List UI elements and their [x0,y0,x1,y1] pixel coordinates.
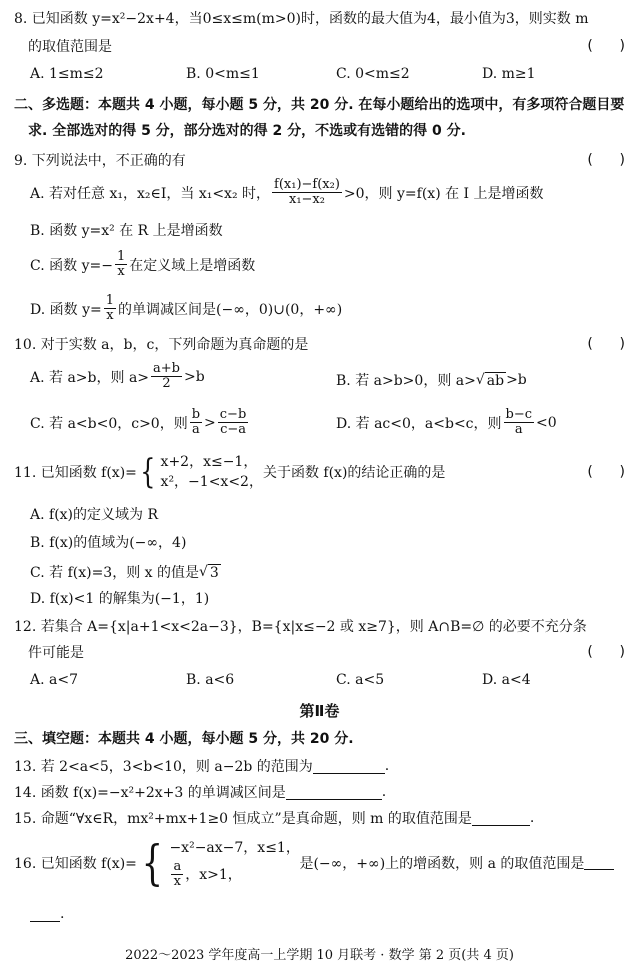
q10-a-numerator: a+b [153,361,180,376]
q10-c-numerator-2: c−b [219,407,247,422]
q11-case-2: x²，−1<x<2， [160,474,263,490]
section2-heading-line1: 二、多选题：本题共 4 小题，每小题 5 分，共 20 分. 在每小题给出的选项中，有多项符合题目要 [14,97,625,113]
page-footer: 2022～2023 学年度高一上学期 10 月联考 · 数学 第 2 页(共 4 页) [125,948,514,963]
q9-a-fraction [272,178,342,207]
q11-piecewise-cases [161,452,263,492]
q9-c-fraction [115,250,127,279]
q9-d-denominator: x [104,308,116,323]
q8-option-a: A. 1≤m≤2 [30,66,104,82]
q9-answer-bracket: ( ) [587,152,625,168]
sqrt-icon: √ [199,564,208,580]
q9-c-numerator: 1 [116,249,126,264]
q10-a-prefix: A. 若 a>b，则 a> [30,369,150,386]
section3-heading: 三、填空题：本题共 4 小题，每小题 5 分，共 20 分. [14,731,354,747]
q16-case2-condition: ，x>1， [185,866,242,883]
q9-d-suffix: 的单调减区间是(−∞，0)∪(0，+∞) [118,301,343,318]
q10-d-denominator: a [504,422,535,437]
q9-d-prefix: D. 函数 y= [30,301,102,318]
q15-text: 15. 命题“∀x∈R，mx²+mx+1≥0 恒成立”是真命题，则 m 的取值范围是 [14,811,472,827]
q10-d-suffix: <0 [536,414,557,431]
q12-option-a: A. a<7 [30,672,78,688]
q12-stem-line1: 12. 若集合 A={x|a+1<x<2a−3}，B={x|x≤−2 或 x≥7}，则 A∩B=∅ 的必要不充分条 [14,619,587,635]
q9-a-suffix: >0，则 y=f(x) 在 I 上是增函数 [343,185,544,202]
q16-case2-denominator: x [171,874,183,889]
q11-option-d: D. f(x)<1 的解集为(−1，1) [30,591,210,607]
q12-stem-line2: 件可能是 [28,645,84,661]
q16-period: . [60,906,65,922]
q9-a-denominator: x₁−x₂ [272,192,342,207]
q10-option-d [336,408,557,437]
q16-suffix: 是(−∞，+∞)上的增函数，则 a 的取值范围是 [299,855,585,872]
q10-b-prefix: B. 若 a>b>0，则 a> [336,373,476,389]
q16-answer-blank-line2[interactable] [30,907,60,922]
q11-option-c [30,562,221,582]
q9-c-suffix: 在定义域上是增函数 [129,257,256,274]
q11-case-1: x+2，x≤−1， [160,454,258,470]
q9-d-numerator: 1 [105,293,114,308]
part2-title: 第Ⅱ卷 [299,702,340,720]
q16-prefix: 16. 已知函数 f(x)= [14,855,137,872]
q16-case-2 [169,860,299,889]
q9-option-d [30,294,342,323]
q10-option-b [336,370,527,390]
q10-b-suffix: >b [506,372,527,388]
q9-option-a [30,178,544,207]
q13-text: 13. 若 2<a<5，3<b<10，则 a−2b 的范围为 [14,759,313,775]
q15 [14,808,534,828]
q10-c-fraction-1 [190,408,202,437]
sqrt-icon: √ [475,372,485,388]
q12-option-c: C. a<5 [336,672,385,688]
q8-option-d: D. m≥1 [482,66,536,82]
q11-c-prefix: C. 若 f(x)=3，则 x 的值是 [30,565,199,581]
section2-heading-line2: 求. 全部选对的得 5 分，部分选对的得 2 分，不选或有选错的得 0 分. [28,123,466,139]
q14 [14,782,386,802]
q10-answer-bracket: ( ) [587,336,625,352]
q11-stem [14,452,445,492]
q10-a-suffix: >b [184,368,205,385]
q14-text: 14. 函数 f(x)=−x²+2x+3 的单调减区间是 [14,785,286,801]
q11-option-b: B. f(x)的值域为(−∞，4) [30,535,187,551]
q12-option-b: B. a<6 [186,672,235,688]
q8-stem-line2: 的取值范围是 [28,39,112,55]
q11-option-a: A. f(x)的定义域为 R [30,507,159,523]
q16-case-1: −x²−ax−7，x≤1， [169,840,300,856]
q15-answer-blank[interactable] [472,811,530,826]
q12-option-d: D. a<4 [482,672,531,688]
q9-option-c [30,250,255,279]
q9-stem: 9. 下列说法中，不正确的有 [14,153,186,169]
q8-option-c: C. 0<m≤2 [336,66,410,82]
q10-c-prefix: C. 若 a<b<0，c>0，则 [30,415,188,432]
q10-a-denominator: 2 [151,376,182,391]
q9-d-fraction [104,294,116,323]
q10-stem: 10. 对于实数 a，b，c，下列命题为真命题的是 [14,337,309,353]
q8-option-b: B. 0<m≤1 [186,66,260,82]
q10-d-prefix: D. 若 ac<0，a<b<c，则 [336,415,502,432]
q9-option-b: B. 函数 y=x² 在 R 上是增函数 [30,223,223,239]
left-brace-icon: { [141,834,163,891]
q16-answer-blank-line1[interactable] [584,855,614,870]
q8-stem-line1: 8. 已知函数 y=x²−2x+4，当0≤x≤m(m>0)时，函数的最大值为4，最小值为3，则实数 m [14,11,589,27]
q11-c-radicand: 3 [209,564,219,581]
q13-answer-blank[interactable] [313,759,385,774]
q10-a-fraction [151,362,182,391]
q10-d-fraction [504,408,535,437]
q16-case2-fraction [171,860,183,889]
q10-c-fraction-2 [218,408,249,437]
q16-piecewise-cases [169,836,299,889]
q10-c-compare: > [204,414,216,431]
q11-answer-bracket: ( ) [587,464,625,480]
q10-option-c [30,408,250,437]
left-brace-icon: { [140,452,156,492]
q11-prefix: 11. 已知函数 f(x)= [14,465,137,481]
q15-period: . [529,810,535,826]
q10-c-denominator-2: c−a [218,422,249,437]
q14-answer-blank[interactable] [286,785,382,800]
q16-case2-numerator: a [173,859,182,874]
q12-answer-bracket: ( ) [587,644,625,660]
q10-option-a [30,362,205,391]
q13 [14,756,389,776]
q9-a-prefix: A. 若对任意 x₁，x₂∈I，当 x₁<x₂ 时， [30,185,271,202]
q16-continued [30,906,64,922]
q10-c-numerator-1: b [191,407,201,422]
q9-c-prefix: C. 函数 y=− [30,257,113,274]
q9-a-numerator: f(x₁)−f(x₂) [274,177,340,192]
q8-answer-bracket: ( ) [587,38,625,54]
q14-period: . [381,784,387,800]
q16 [14,836,614,889]
q9-c-denominator: x [115,264,127,279]
q11-suffix: 关于函数 f(x)的结论正确的是 [262,465,446,481]
q13-period: . [384,758,390,774]
q10-c-denominator-1: a [190,422,202,437]
q10-b-radicand: ab [486,372,505,389]
q10-d-numerator: b−c [505,407,533,422]
